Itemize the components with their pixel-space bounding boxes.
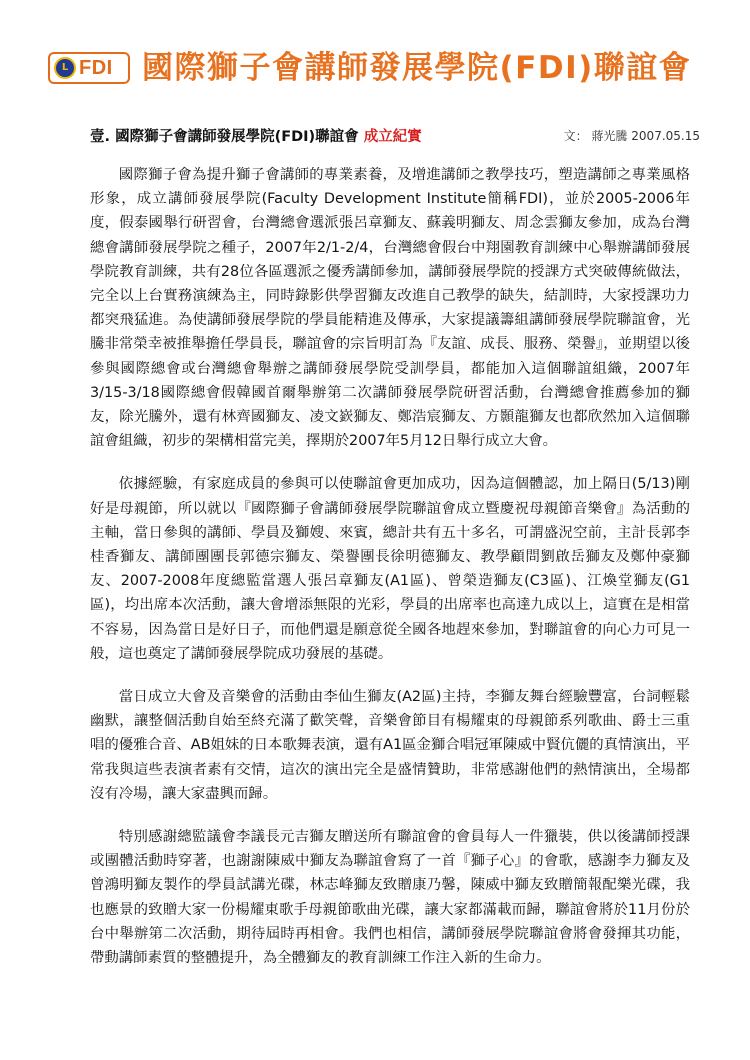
logo-text: FDI	[79, 56, 113, 79]
page-header	[42, 44, 702, 92]
fdi-logo	[48, 52, 130, 84]
paragraph: 國際獅子會為提升獅子會講師的專業素養，及增進講師之教學技巧，塑造講師之專業風格形象，成立講師發展學院(Faculty Development Institute簡稱FDI)，並於2005-2006年度，假泰國舉行研習會，台灣總會選派張呂章獅友、蘇義明獅友、周念雲獅友參加，成為台灣總會講師發展學院之種子，2007年2/1-2/4，台灣總會假台中翔園教育訓練中心舉辦講師發展學院教育訓練，共有28位各區選派之優秀講師參加，講師發展學院的授課方式突破傳統做法，完全以上台實務演練為主，同時錄影供學習獅友改進自己教學的缺失，結訓時，大家授課功力都突飛猛進。為使講師發展學院的學員能精進及傳承，大家提議籌組講師發展學院聯誼會，光騰非常榮幸被推舉擔任學員長，聯誼會的宗旨明訂為『友誼、成長、服務、榮譽』，並期望以後參與國際總會或台灣總會舉辦之講師發展學院受訓學員，都能加入這個聯誼組織，2007年3/15-3/18國際總會假韓國首爾舉辦第二次講師發展學院研習活動，台灣總會推薦參加的獅友，除光騰外，還有林齊國獅友、凌文嶔獅友、鄭浩宸獅友、方顥龍獅友也都欣然加入這個聯誼會組織，初步的架構相當完美，擇期於2007年5月12日舉行成立大會。	[90, 167, 690, 450]
paragraph: 當日成立大會及音樂會的活動由李仙生獅友(A2區)主持，李獅友舞台經驗豐富，台詞輕鬆幽默，讓整個活動自始至終充滿了歡笑聲，音樂會節目有楊耀東的母親節系列歌曲、爵士三重唱的優雅合音、AB姐妹的日本歌舞表演，還有A1區金獅合唱冠軍陳威中賢伉儷的真情演出，平常我與這些表演者素有交情，這次的演出完全是盛情贊助，非常感謝他們的熱情演出，全場都沒有冷場，讓大家盡興而歸。	[90, 689, 690, 802]
section-title-highlight: 成立紀實	[363, 129, 422, 145]
section-number: 壹.	[90, 129, 111, 145]
article-body	[90, 163, 690, 989]
lions-emblem-icon: L	[54, 57, 76, 79]
paragraph: 依據經驗，有家庭成員的參與可以使聯誼會更加成功，因為這個體認，加上隔日(5/13)剛好是母親節，所以就以『國際獅子會講師發展學院聯誼會成立暨慶祝母親節音樂會』為活動的主軸，當日參與的講師、學員及獅嫂、來賓，總計共有五十多名，可謂盛況空前，主計長郭李桂香獅友、講師團團長郭德宗獅友、榮譽團長徐明德獅友、教學顧問劉啟岳獅友及鄭仲豪獅友、2007-2008年度總監當選人張呂章獅友(A1區)、曾榮造獅友(C3區)、江煥堂獅友(G1區)，均出席本次活動，讓大會增添無限的光彩，學員的出席率也高達九成以上，這實在是相當不容易，因為當日是好日子，而他們還是願意從全國各地趕來參加，對聯誼會的向心力可見一般，這也奠定了講師發展學院成功發展的基礎。	[90, 476, 690, 662]
section-title	[90, 125, 422, 146]
article-heading	[90, 125, 700, 147]
byline: 文： 蔣光騰 2007.05.15	[563, 129, 700, 143]
banner-title: 國際獅子會講師發展學院(FDI)聯誼會	[142, 50, 692, 86]
section-title-text: 國際獅子會講師發展學院(FDI)聯誼會	[115, 129, 359, 145]
paragraph: 特別感謝總監議會李議長元吉獅友贈送所有聯誼會的會員每人一件獵裝，供以後講師授課或團體活動時穿著，也謝謝陳威中獅友為聯誼會寫了一首『獅子心』的會歌，感謝李力獅友及曾鴻明獅友製作的學員試講光碟，林志峰獅友致贈康乃馨，陳威中獅友致贈簡報配樂光碟，我也應景的致贈大家一份楊耀東歌手母親節歌曲光碟，讓大家都滿載而歸，聯誼會將於11月份於台中舉辦第二次活動，期待屆時再相會。我們也相信，講師發展學院聯誼會將會發揮其功能，帶動講師素質的整體提升，為全體獅友的教育訓練工作注入新的生命力。	[90, 829, 690, 967]
